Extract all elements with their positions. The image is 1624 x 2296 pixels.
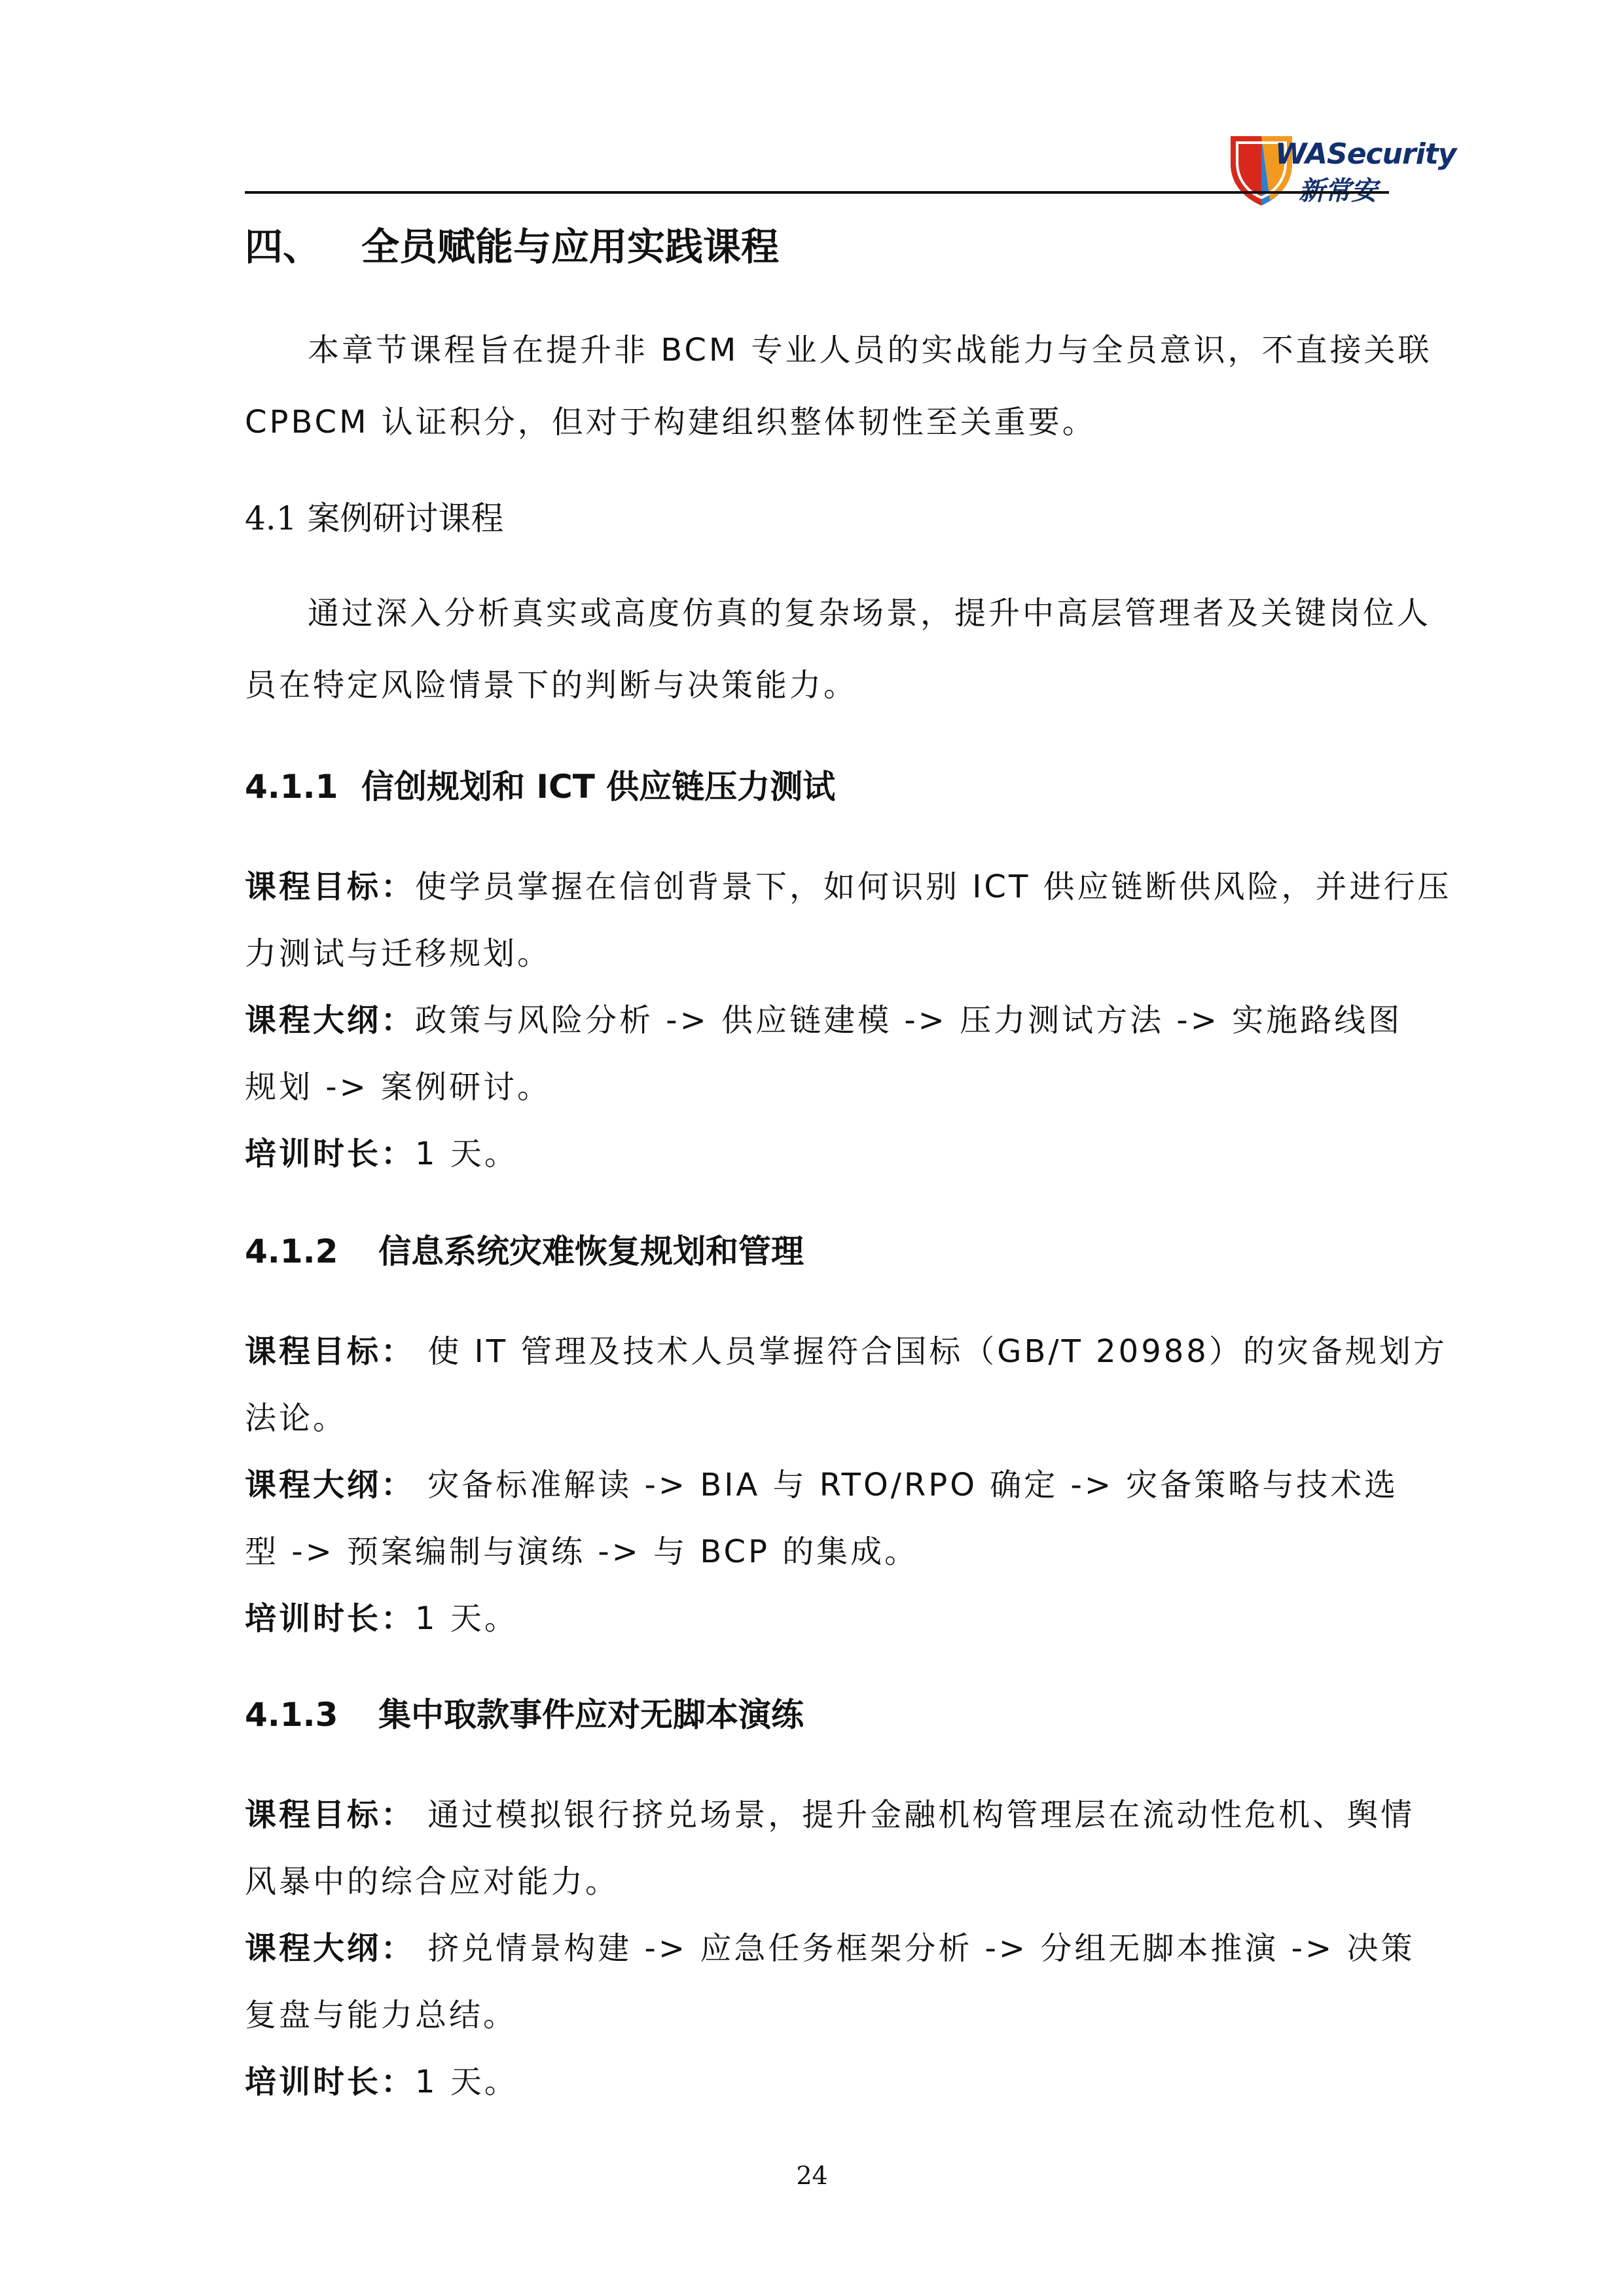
goal-text-cont: 风暴中的综合应对能力。 <box>245 1863 620 1900</box>
outline-text-cont: 型 -> 预案编制与演练 -> 与 BCP 的集成。 <box>245 1534 919 1570</box>
outline-label: 课程大纲： <box>245 1467 416 1503</box>
chapter-number: 四、 <box>245 224 321 269</box>
course-4-1-2-details <box>245 1318 1447 1652</box>
outline-text-cont: 复盘与能力总结。 <box>245 1997 518 2034</box>
page-number: 24 <box>796 2161 828 2190</box>
course-number: 4.1.1 <box>245 768 338 806</box>
goal-label: 课程目标： <box>245 1333 416 1370</box>
course-title: 信创规划和 ICT 供应链压力测试 <box>361 768 836 806</box>
duration-value: 1 天。 <box>415 1600 518 1637</box>
course-4-1-3-details <box>245 1782 1415 2115</box>
course-title: 信息系统灾难恢复规划和管理 <box>378 1232 804 1270</box>
course-number: 4.1.3 <box>245 1696 338 1734</box>
outline-label: 课程大纲： <box>245 1002 416 1039</box>
goal-label: 课程目标： <box>245 869 416 905</box>
duration-value: 1 天。 <box>415 2064 518 2100</box>
outline-text: 挤兑情景构建 -> 应急任务框架分析 -> 分组无脚本推演 -> 决策 <box>415 1930 1415 1967</box>
logo-text: WASecurity <box>1275 137 1456 171</box>
goal-text: 通过模拟银行挤兑场景，提升金融机构管理层在流动性危机、舆情 <box>415 1797 1415 1833</box>
goal-text-cont: 力测试与迁移规划。 <box>245 935 552 972</box>
goal-label: 课程目标： <box>245 1797 416 1833</box>
outline-label: 课程大纲： <box>245 1930 416 1967</box>
course-title: 集中取款事件应对无脚本演练 <box>378 1696 804 1734</box>
goal-text-cont: 法论。 <box>245 1400 348 1437</box>
outline-text: 政策与风险分析 -> 供应链建模 -> 压力测试方法 -> 实施路线图 <box>415 1002 1403 1039</box>
section-4-1-paragraph <box>245 577 1432 721</box>
chapter-title: 全员赋能与应用实践课程 <box>361 224 780 269</box>
intro-line-1: 本章节课程旨在提升非 BCM 专业人员的实战能力与全员意识，不直接关联 <box>308 332 1432 368</box>
goal-text: 使 IT 管理及技术人员掌握符合国标（GB/T 20988）的灾备规划方 <box>415 1333 1447 1370</box>
intro-line-2: CPBCM 认证积分，但对于构建组织整体韧性至关重要。 <box>245 404 1096 440</box>
course-number: 4.1.2 <box>245 1232 338 1270</box>
goal-text: 使学员掌握在信创背景下，如何识别 ICT 供应链断供风险，并进行压 <box>415 869 1452 905</box>
chapter-heading <box>245 216 779 271</box>
course-heading-4-1-1 <box>245 761 835 808</box>
outline-text-cont: 规划 -> 案例研讨。 <box>245 1069 552 1105</box>
course-4-1-1-details <box>245 853 1452 1187</box>
duration-value: 1 天。 <box>415 1136 518 1172</box>
section-heading-4-1: 4.1 案例研讨课程 <box>245 499 504 537</box>
course-heading-4-1-2 <box>245 1225 804 1272</box>
company-logo <box>1225 130 1456 207</box>
duration-label: 培训时长： <box>245 1600 416 1637</box>
section-4-1-line-2: 员在特定风险情景下的判断与决策能力。 <box>245 667 858 704</box>
course-heading-4-1-3 <box>245 1689 804 1736</box>
duration-label: 培训时长： <box>245 2064 416 2100</box>
outline-text: 灾备标准解读 -> BIA 与 RTO/RPO 确定 -> 灾备策略与技术选 <box>415 1467 1399 1503</box>
duration-label: 培训时长： <box>245 1136 416 1172</box>
header-rule <box>245 191 1389 194</box>
logo-text-cn: 新常安 <box>1299 176 1377 206</box>
section-4-1-line-1: 通过深入分析真实或高度仿真的复杂场景，提升中高层管理者及关键岗位人 <box>308 595 1432 632</box>
intro-paragraph <box>245 314 1432 458</box>
